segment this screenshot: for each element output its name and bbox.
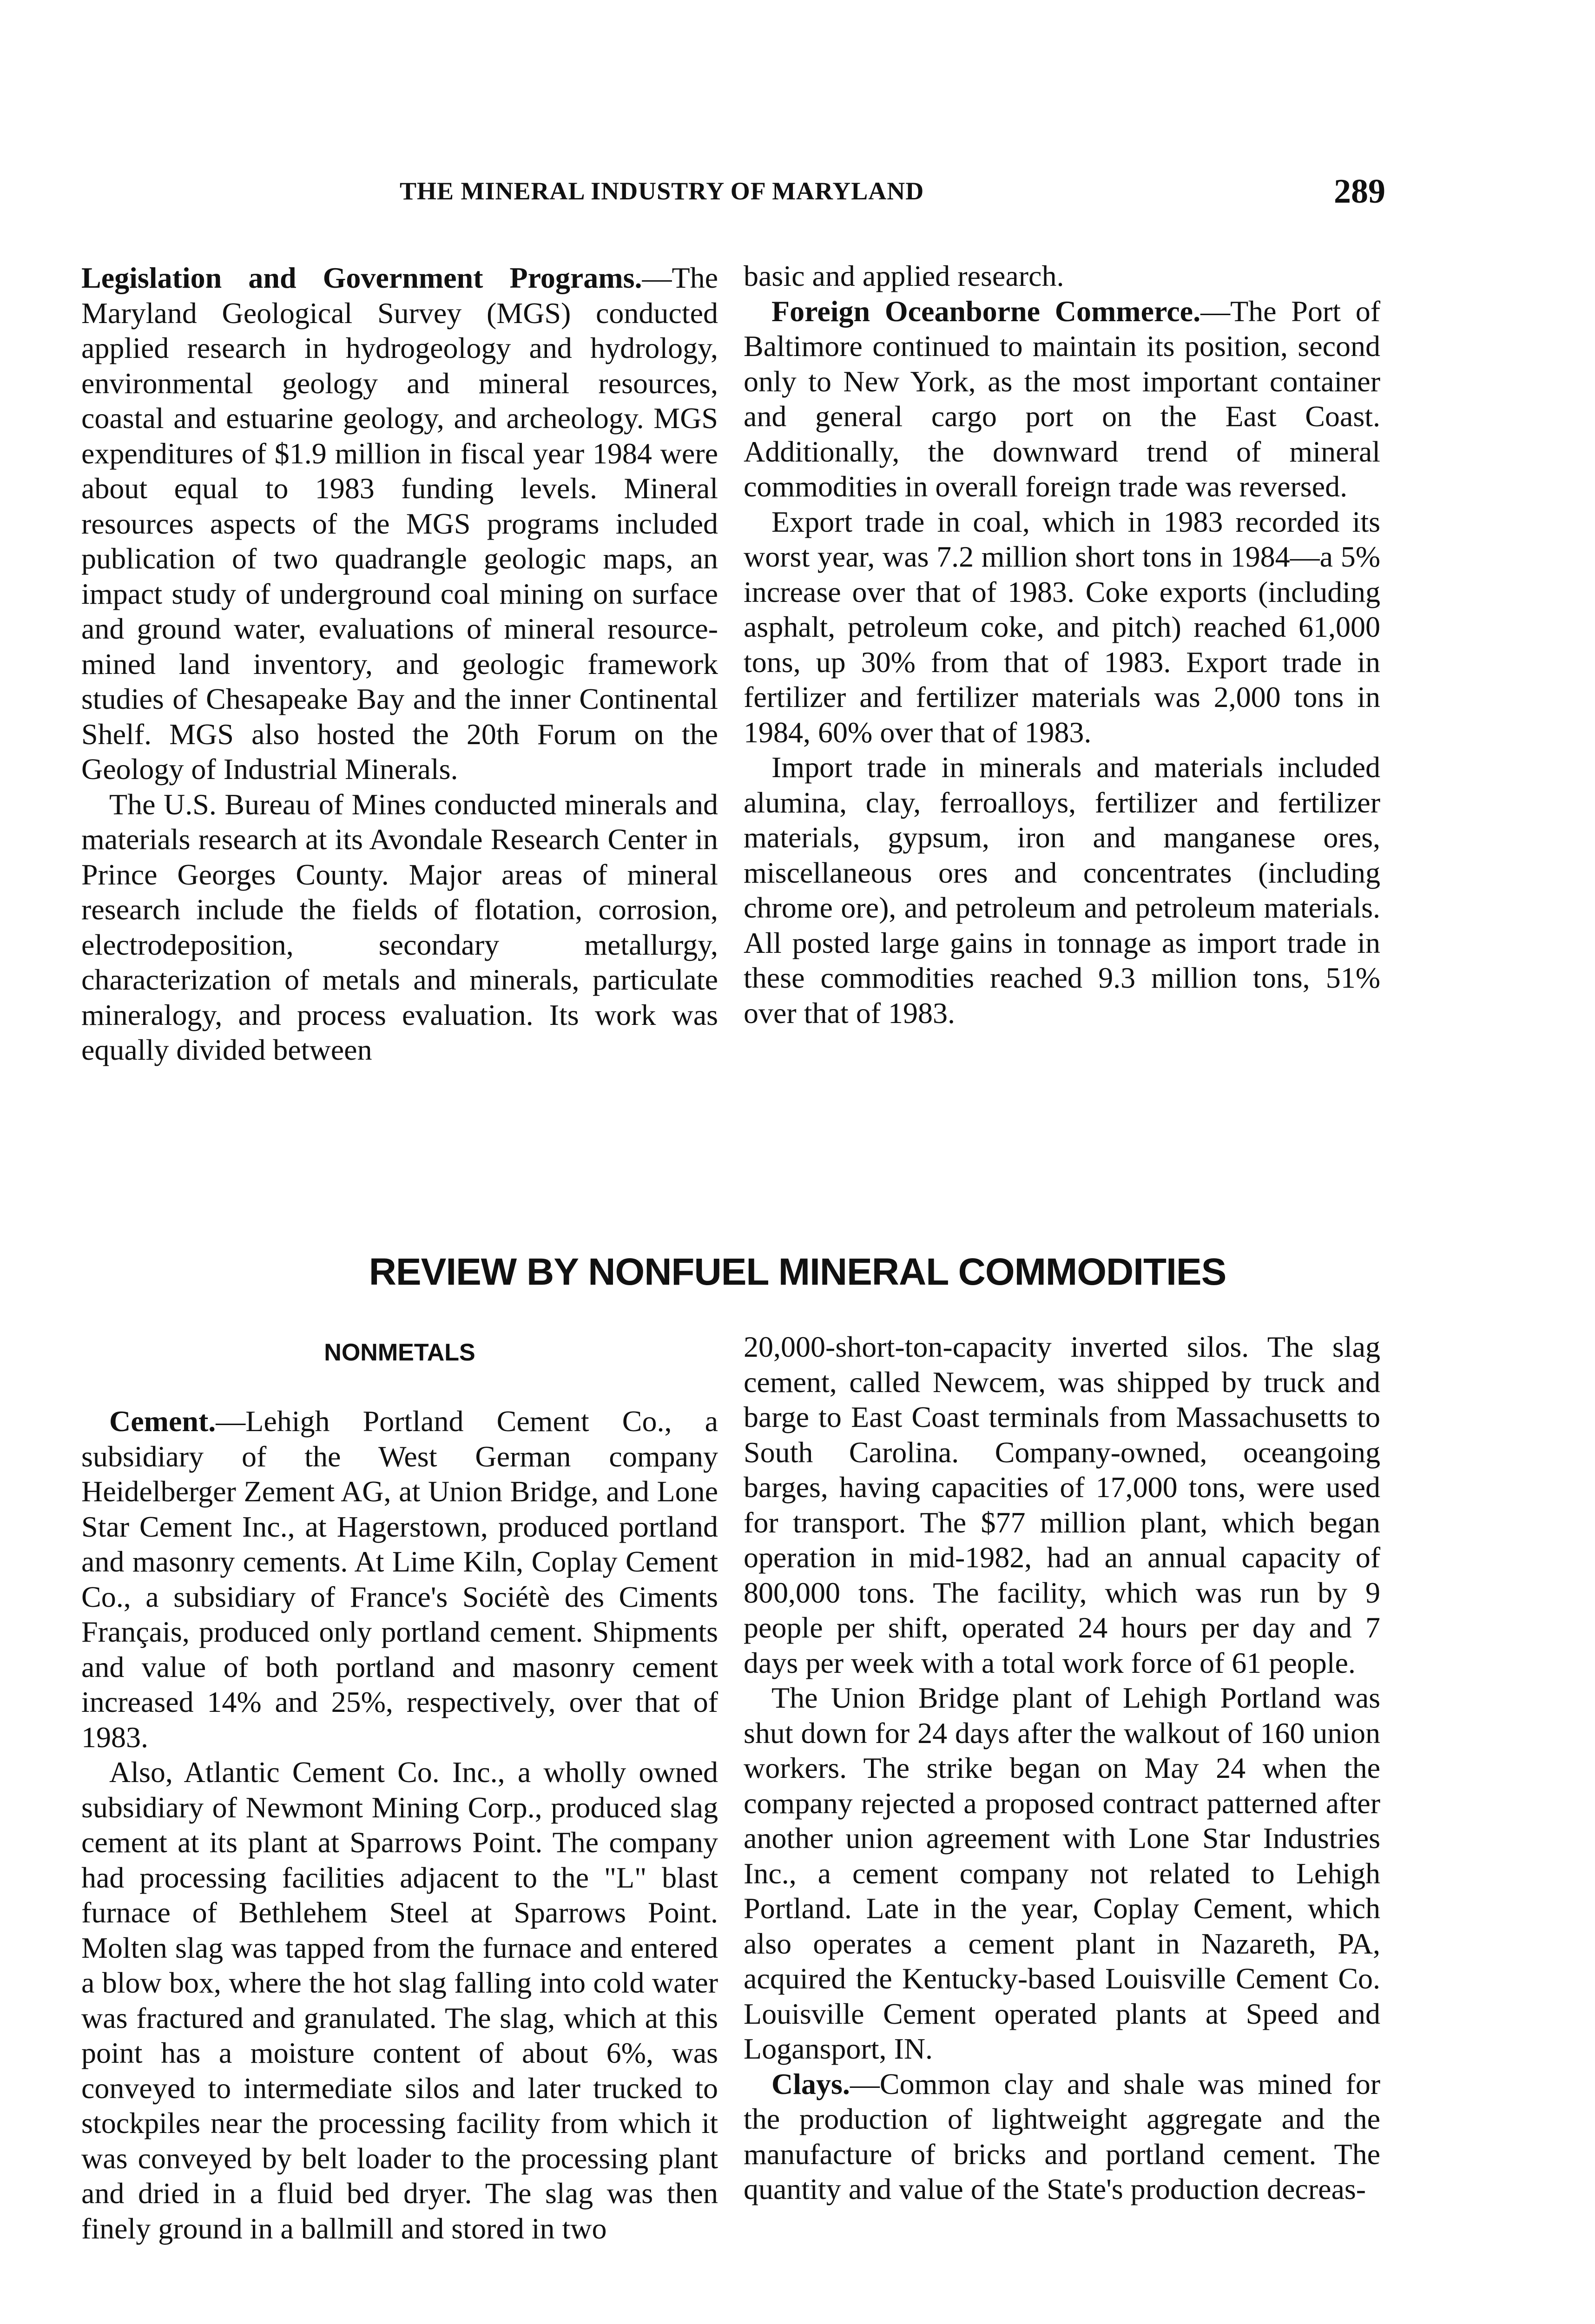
column-4 [744,1329,1380,2207]
paragraph-cement [81,1404,718,1755]
paragraph-import-trade: Import trade in minerals and materials included alumina, clay, ferroalloys, fertilizer and fertilizer materials, gypsum, iron and manganese ores, miscellaneous ores and concentrates (including chrome ore), and petroleum and petroleum materials. All posted large gains in tonnage as import trade in these commodities reached 9.3 million tons, 51% over that of 1983. [744,751,1380,1030]
subheading-nonmetals: NONMETALS [324,1339,475,1366]
paragraph-export-trade: Export trade in coal, which in 1983 recorded its worst year, was 7.2 million short tons in 1984—a 5% increase over that of 1983. Coke exports (including asphalt, petroleum coke, and pitch) reached 61,000 tons, up 30% from that of 1983. Export trade in fertilizer and fertilizer materials was 2,000 tons in 1984, 60% over that of 1983. [744,505,1380,749]
paragraph-atlantic-cement: Also, Atlantic Cement Co. Inc., a wholly owned subsidiary of Newmont Mining Corp., produced slag cement at its plant at Sparrows Point. The company had processing facilities adjacent to the "L" blast furnace of Bethlehem Steel at Sparrows Point. Molten slag was tapped from the furnace and entered a blow box, where the hot slag falling into cold water was fractured and granulated. The slag, which at this point has a moisture content of about 6%, was conveyed to intermediate silos and later trucked to stockpiles near the processing facility from which it was conveyed by belt loader to the processing plant and dried in a fluid bed dryer. The slag was then finely ground in a ballmill and stored in two [81,1756,718,2245]
paragraph-text: —The Maryland Geological Survey (MGS) conducted applied research in hydrogeology and hydrology, environmental geology and mineral resources, coastal and estuarine geology, and archeology. MGS expenditures of $1.9 million in fiscal year 1984 were about equal to 1983 funding levels. Mineral resources aspects of the MGS programs included publication of two quadrangle geologic maps, an impact study of underground coal mining on surface and ground water, evaluations of mineral resource-mined land inventory, and geologic framework studies of Chesapeake Bay and the inner Continental Shelf. MGS also hosted the 20th Forum on the Geology of Industrial Minerals. [81,261,718,786]
paragraph-union-bridge: The Union Bridge plant of Lehigh Portland was shut down for 24 days after the walkout of 160 union workers. The strike began on May 24 when the company rejected a proposed contract patterned after another union agreement with Lone Star Industries Inc., a cement company not related to Lehigh Portland. Late in the year, Coplay Cement, which also operates a cement plant in Nazareth, PA, acquired the Kentucky-based Louisville Cement Co. Louisville Cement operated plants at Speed and Logansport, IN. [744,1681,1380,2065]
paragraph-text: —Common clay and shale was mined for the production of lightweight aggregate and the manufacture of bricks and portland cement. The quantity and value of the State's production decreas- [744,2067,1380,2205]
run-in-heading-clays: Clays. [771,2067,850,2100]
running-head: THE MINERAL INDUSTRY OF MARYLAND [400,177,924,205]
paragraph-foreign-commerce [744,294,1380,504]
run-in-heading-legislation: Legislation and Government Programs. [81,261,642,294]
column-2 [744,258,1380,1030]
column-1 [81,260,718,1068]
paragraph-continued: basic and applied research. [744,259,1064,292]
page-number: 289 [1334,172,1385,211]
section-heading-review: REVIEW BY NONFUEL MINERAL COMMODITIES [369,1251,1226,1293]
paragraph-bureau-of-mines: The U.S. Bureau of Mines conducted minerals and materials research at its Avondale Research Center in Prince Georges County. Major areas of mineral research include the fields of flotation, corrosion, electrodeposition, secondary metallurgy, characterization of metals and minerals, particulate mineralogy, and process evaluation. Its work was equally divided between [81,787,718,1066]
run-in-heading-foreign-commerce: Foreign Oceanborne Commerce. [771,294,1201,328]
paragraph-text: —Lehigh Portland Cement Co., a subsidiary of the West German company Heidelberger Zement AG, at Union Bridge, and Lone Star Cement Inc., at Hagerstown, produced portland and masonry cements. At Lime Kiln, Coplay Cement Co., a subsidiary of France's Sociétè des Ciments Français, produced only portland cement. Shipments and value of both portland and masonry cement increased 14% and 25%, respectively, over that of 1983. [81,1405,718,1754]
run-in-heading-cement: Cement. [109,1405,216,1438]
paragraph-legislation [81,260,718,787]
paragraph-clays [744,2067,1380,2207]
column-3 [81,1404,718,2246]
paragraph-text: —The Port of Baltimore continued to maintain its position, second only to New York, as the most important container and general cargo port on the East Coast. Additionally, the downward trend of mineral commodities in overall foreign trade was reversed. [744,294,1380,503]
paragraph-continued: 20,000-short-ton-capacity inverted silos. The slag cement, called Newcem, was shipped by truck and barge to East Coast terminals from Massachusetts to South Carolina. Company-owned, oceangoing barges, having capacities of 17,000 tons, were used for transport. The $77 million plant, which began operation in mid-1982, had an annual capacity of 800,000 tons. The facility, which was run by 9 people per shift, operated 24 hours per day and 7 days per week with a total work force of 61 people. [744,1330,1380,1679]
